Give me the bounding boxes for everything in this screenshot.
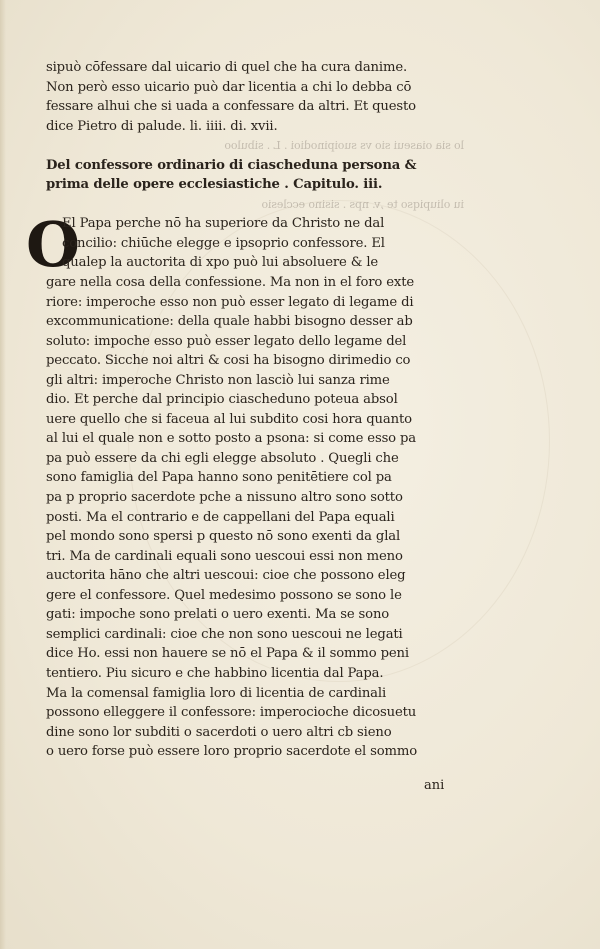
text-line: peccato. Sicche noi altri & cosi ha bisogno dirimedio co — [46, 353, 411, 369]
text-line: El Papa perche nō ha superiore da Christo ne dal — [62, 216, 385, 232]
text-line: sono famiglia del Papa hanno sono penitētiere col pa — [46, 470, 392, 486]
text-line: fessare alhui che si uada a confessare da altri. Et questo — [46, 99, 416, 115]
drop-cap-initial: O — [26, 208, 81, 281]
text-line: tri. Ma de cardinali equali sono uescoui essi non meno — [46, 548, 403, 564]
text-line: concilio: chiūche elegge e ipsoprio confessore. El — [62, 235, 385, 251]
show-through-line: lo sia oiaseui sio vs suoipinodioi . L . sibuloo — [224, 139, 464, 153]
text-column — [46, 58, 464, 762]
text-line: riore: imperoche esso non può esser legato di legame di — [46, 294, 414, 310]
text-line: posti. Ma el contrario e de cappellani del Papa equali — [46, 509, 395, 525]
text-line: gli altri: imperoche Christo non lasciò lui sanza rime — [46, 372, 390, 388]
text-line: gare nella cosa della confessione. Ma non in el foro exte — [46, 275, 414, 291]
text-line: pel mondo sono spersi p questo nō sono exenti da glal — [46, 529, 401, 545]
text-line: uere quello che si faceua al lui subdito cosi hora quanto — [46, 411, 412, 427]
catchword: ani — [424, 778, 445, 793]
chapter-heading: prima delle opere ecclesiastiche . Capitulo. iii. — [46, 177, 383, 193]
text-line: possono elleggere il confessore: imperocioche dicosuetu — [46, 705, 417, 721]
text-line: qualep la auctorita di xpo può lui absoluere & le — [62, 255, 379, 271]
text-line: pa può essere da chi egli elegge absoluto . Quegli che — [46, 450, 399, 466]
text-line: tentiero. Piu sicuro e che habbino licentia dal Papa. — [46, 665, 384, 681]
text-line: sipuò cōfessare dal uicario di quel che ha cura danime. — [46, 60, 408, 75]
text-line: Ma la comensal famiglia loro di licentia de cardinali — [46, 685, 387, 701]
show-through-line: iu oliupiqso te ,v. nps . sisino ecclesio — [261, 197, 464, 211]
text-line: pa p proprio sacerdote pche a nissuno altro sono sotto — [46, 490, 403, 506]
text-line: excommunicatione: della quale habbi bisogno desser ab — [46, 314, 413, 330]
text-line: o uero forse può essere loro proprio sacerdote el sommo — [46, 744, 418, 760]
text-line: dine sono lor subditi o sacerdoti o uero altri cb sieno — [46, 724, 392, 740]
text-line: gere el confessore. Quel medesimo possono se sono le — [46, 587, 402, 603]
chapter-heading: Del confessore ordinario di ciascheduna persona & — [46, 157, 417, 173]
text-line: al lui el quale non e sotto posto a psona: si come esso pa — [46, 431, 417, 447]
text-line: semplici cardinali: cioe che non sono uescoui ne legati — [46, 626, 403, 642]
text-line: Non però esso uicario può dar licentia a chi lo debba cō — [46, 79, 412, 95]
text-line: gati: impoche sono prelati o uero exenti. Ma se sono — [46, 607, 390, 623]
text-line: soluto: impoche esso può esser legato dello legame del — [46, 333, 407, 349]
text-line: auctorita hāno che altri uescoui: cioe che possono eleg — [46, 568, 406, 584]
text-line: dice Pietro di palude. li. iiii. di. xvii. — [46, 118, 278, 134]
text-line: dio. Et perche dal principio ciascheduno poteua absol — [46, 392, 398, 408]
text-line: dice Ho. essi non hauere se nō el Papa & il sommo peni — [46, 646, 409, 662]
